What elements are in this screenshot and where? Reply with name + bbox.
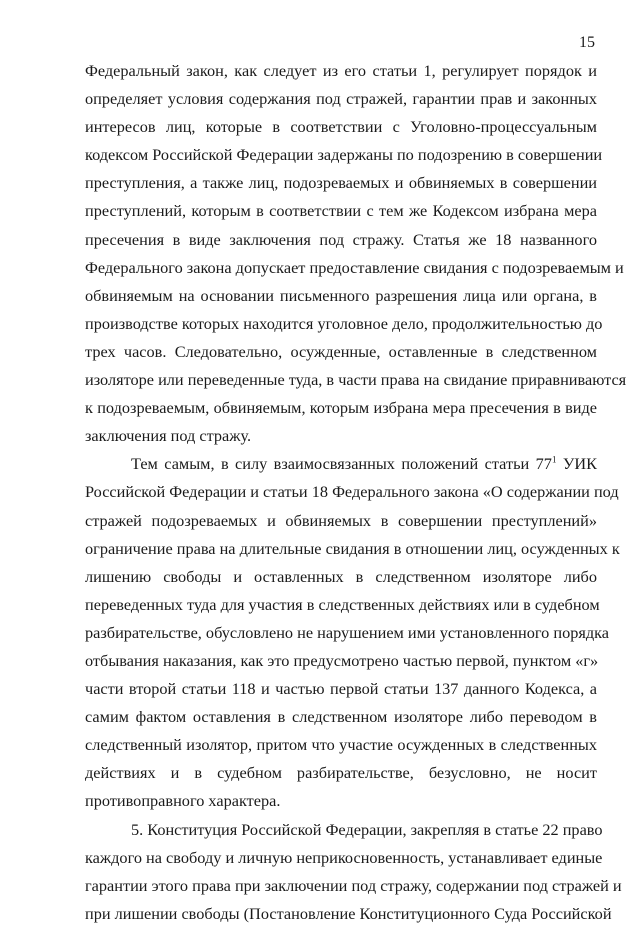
- text-line: пресечения в виде заключения под стражу. Статья же 18 названного: [85, 229, 597, 249]
- paragraph-1: [85, 57, 627, 450]
- text-line: преступлений, которым в соответствии с тем же Кодексом избрана мера: [85, 201, 597, 221]
- text-line: кодексом Российской Федерации задержаны по подозрению в совершении: [85, 145, 603, 165]
- superscript: 1: [551, 454, 557, 465]
- paragraph-3: [85, 816, 622, 928]
- text-line: следственный изолятор, притом что участие осужденных в следственных: [85, 735, 597, 755]
- text-line: трех часов. Следовательно, осужденные, оставленные в следственном: [85, 341, 597, 361]
- page-number: 15: [579, 34, 595, 51]
- text-line: производстве которых находится уголовное дело, продолжительностью до: [85, 313, 603, 333]
- text-fragment: УИК: [556, 454, 597, 474]
- text-line: интересов лиц, которые в соответствии с Уголовно-процессуальным: [85, 117, 597, 137]
- text-line: заключения под стражу.: [85, 426, 252, 446]
- text-line: гарантии этого права при заключении под стражу, содержании под стражей и: [85, 875, 622, 895]
- text-line: 5. Конституция Российской Федерации, закрепляя в статье 22 право: [131, 819, 603, 839]
- text-line: противоправного характера.: [85, 791, 281, 811]
- text-line: определяет условия содержания под стражей, гарантии прав и законных: [85, 89, 597, 109]
- text-line: разбирательстве, обусловлено не нарушением ими установленного порядка: [85, 622, 610, 642]
- text-line: стражей подозреваемых и обвиняемых в совершении преступлений»: [85, 510, 597, 530]
- text-line: преступления, а также лиц, подозреваемых и обвиняемых в совершении: [85, 173, 597, 193]
- text-line: переведенных туда для участия в следственных действиях или в судебном: [85, 594, 600, 614]
- body-text: [85, 57, 627, 928]
- text-line: самим фактом оставления в следственном изоляторе либо переводом в: [85, 707, 597, 727]
- text-line: [85, 450, 597, 478]
- text-line: при лишении свободы (Постановление Конституционного Суда Российской: [85, 903, 612, 923]
- paragraph-2: [85, 450, 620, 815]
- text-line: действиях и в судебном разбирательстве, безусловно, не носит: [85, 763, 597, 783]
- text-line: каждого на свободу и личную неприкосновенность, устанавливает единые: [85, 847, 603, 867]
- text-line: изоляторе или переведенные туда, в части права на свидание приравниваются: [85, 370, 627, 390]
- text-line: Федерального закона допускает предоставление свидания с подозреваемым и: [85, 257, 624, 277]
- text-line: лишению свободы и оставленных в следственном изоляторе либо: [85, 566, 597, 586]
- text-line: отбывания наказания, как это предусмотрено частью первой, пунктом «г»: [85, 650, 599, 670]
- text-line: к подозреваемым, обвиняемым, которым избрана мера пресечения в виде: [85, 398, 597, 418]
- text-line: Федеральный закон, как следует из его статьи 1, регулирует порядок и: [85, 61, 597, 80]
- text-line: Российской Федерации и статьи 18 Федерального закона «О содержании под: [85, 482, 619, 502]
- text-line: части второй статьи 118 и частью первой статьи 137 данного Кодекса, а: [85, 679, 597, 699]
- text-line: ограничение права на длительные свидания в отношении лиц, осужденных к: [85, 538, 620, 558]
- text-fragment: Тем самым, в силу взаимосвязанных положений статьи 77: [131, 454, 552, 474]
- text-line: обвиняемым на основании письменного разрешения лица или органа, в: [85, 285, 597, 305]
